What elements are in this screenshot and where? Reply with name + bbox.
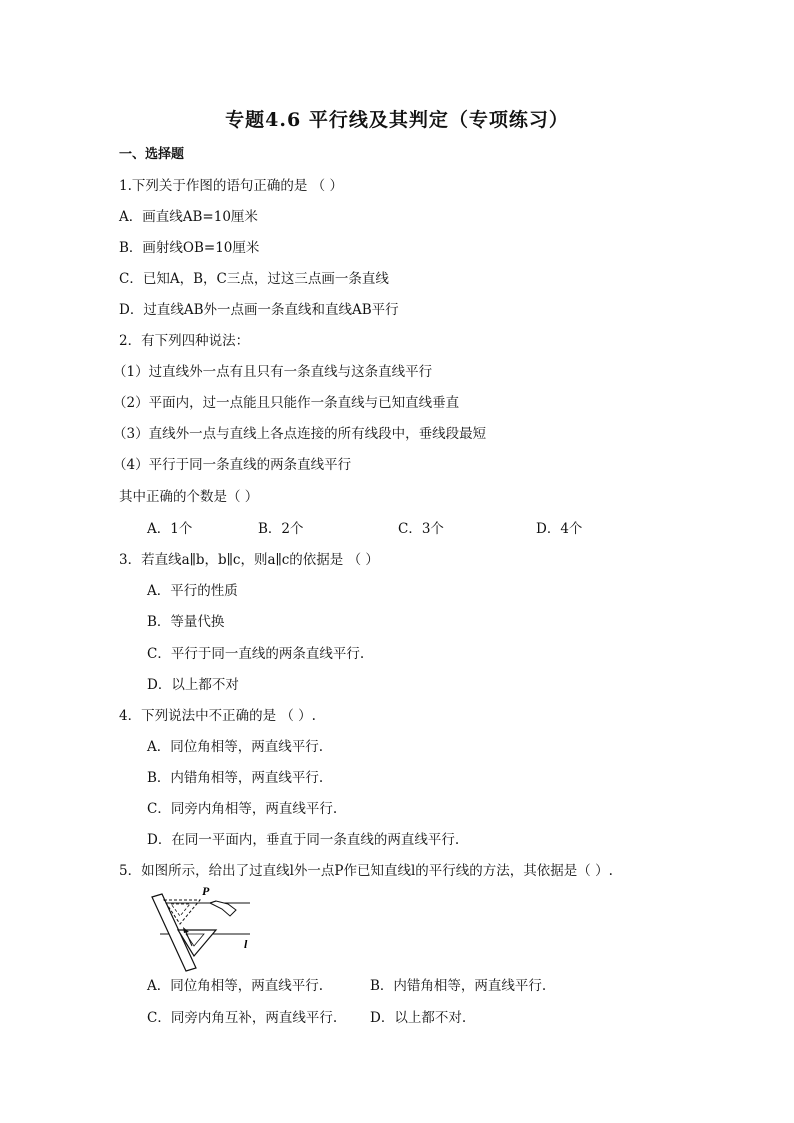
question-2-statement-4: （4）平行于同一条直线的两条直线平行	[113, 457, 352, 473]
question-1-option-c: C．已知A，B，C三点，过这三点画一条直线	[119, 271, 389, 287]
question-3-option-d: D．以上都不对	[147, 677, 239, 693]
question-5-option-d: D．以上都不对.	[370, 1010, 467, 1026]
question-1-option-b: B．画射线OB=10厘米	[119, 240, 260, 256]
point-p-label: P	[202, 884, 210, 898]
question-4-option-d: D．在同一平面内，垂直于同一条直线的两直线平行.	[147, 832, 460, 848]
set-square-upper-inner	[171, 904, 190, 916]
line-l-label: l	[244, 937, 248, 951]
question-4-option-c: C．同旁内角相等，两直线平行.	[147, 801, 338, 817]
question-5-stem: 5．如图所示，给出了过直线l外一点P作已知直线l的平行线的方法，其依据是（ ）.	[119, 863, 613, 879]
question-2-option-d: D．4个	[536, 521, 583, 537]
question-1-option-d: D．过直线AB外一点画一条直线和直线AB平行	[119, 302, 399, 318]
question-2-option-c: C．3个	[398, 521, 444, 537]
question-5-option-c: C．同旁内角互补，两直线平行.	[147, 1010, 338, 1026]
question-1-option-a: A．画直线AB=10厘米	[119, 209, 258, 225]
question-2-option-a: A．1个	[147, 521, 193, 537]
question-2-option-b: B．2个	[258, 521, 304, 537]
question-2-stem: 2．有下列四种说法：	[119, 333, 250, 349]
question-3-option-c: C．平行于同一直线的两条直线平行.	[147, 646, 365, 662]
question-4-option-a: A．同位角相等，两直线平行.	[147, 739, 324, 755]
question-5-option-b: B．内错角相等，两直线平行.	[370, 978, 547, 994]
question-4-stem: 4．下列说法中不正确的是 （ ）.	[119, 708, 316, 724]
question-3-option-a: A．平行的性质	[147, 583, 238, 599]
set-square-figure	[150, 882, 260, 972]
section-heading: 一、选择题	[119, 147, 185, 162]
question-4-option-b: B．内错角相等，两直线平行.	[147, 770, 324, 786]
page-title: 专题4.6 平行线及其判定（专项练习）	[225, 109, 569, 131]
question-2-statement-3: （3）直线外一点与直线上各点连接的所有线段中，垂线段最短	[113, 426, 487, 442]
question-1-stem: 1.下列关于作图的语句正确的是 （ ）	[119, 178, 343, 194]
question-2-ask: 其中正确的个数是（ ）	[119, 489, 259, 505]
question-2-statement-1: （1）过直线外一点有且只有一条直线与这条直线平行	[113, 364, 433, 380]
question-3-stem: 3．若直线a∥b，b∥c，则a∥c的依据是 （ ）	[119, 552, 379, 568]
question-3-option-b: B．等量代换	[147, 614, 225, 630]
question-5-option-a: A．同位角相等，两直线平行.	[147, 978, 324, 994]
question-2-statement-2: （2）平面内，过一点能且只能作一条直线与已知直线垂直	[113, 395, 460, 411]
